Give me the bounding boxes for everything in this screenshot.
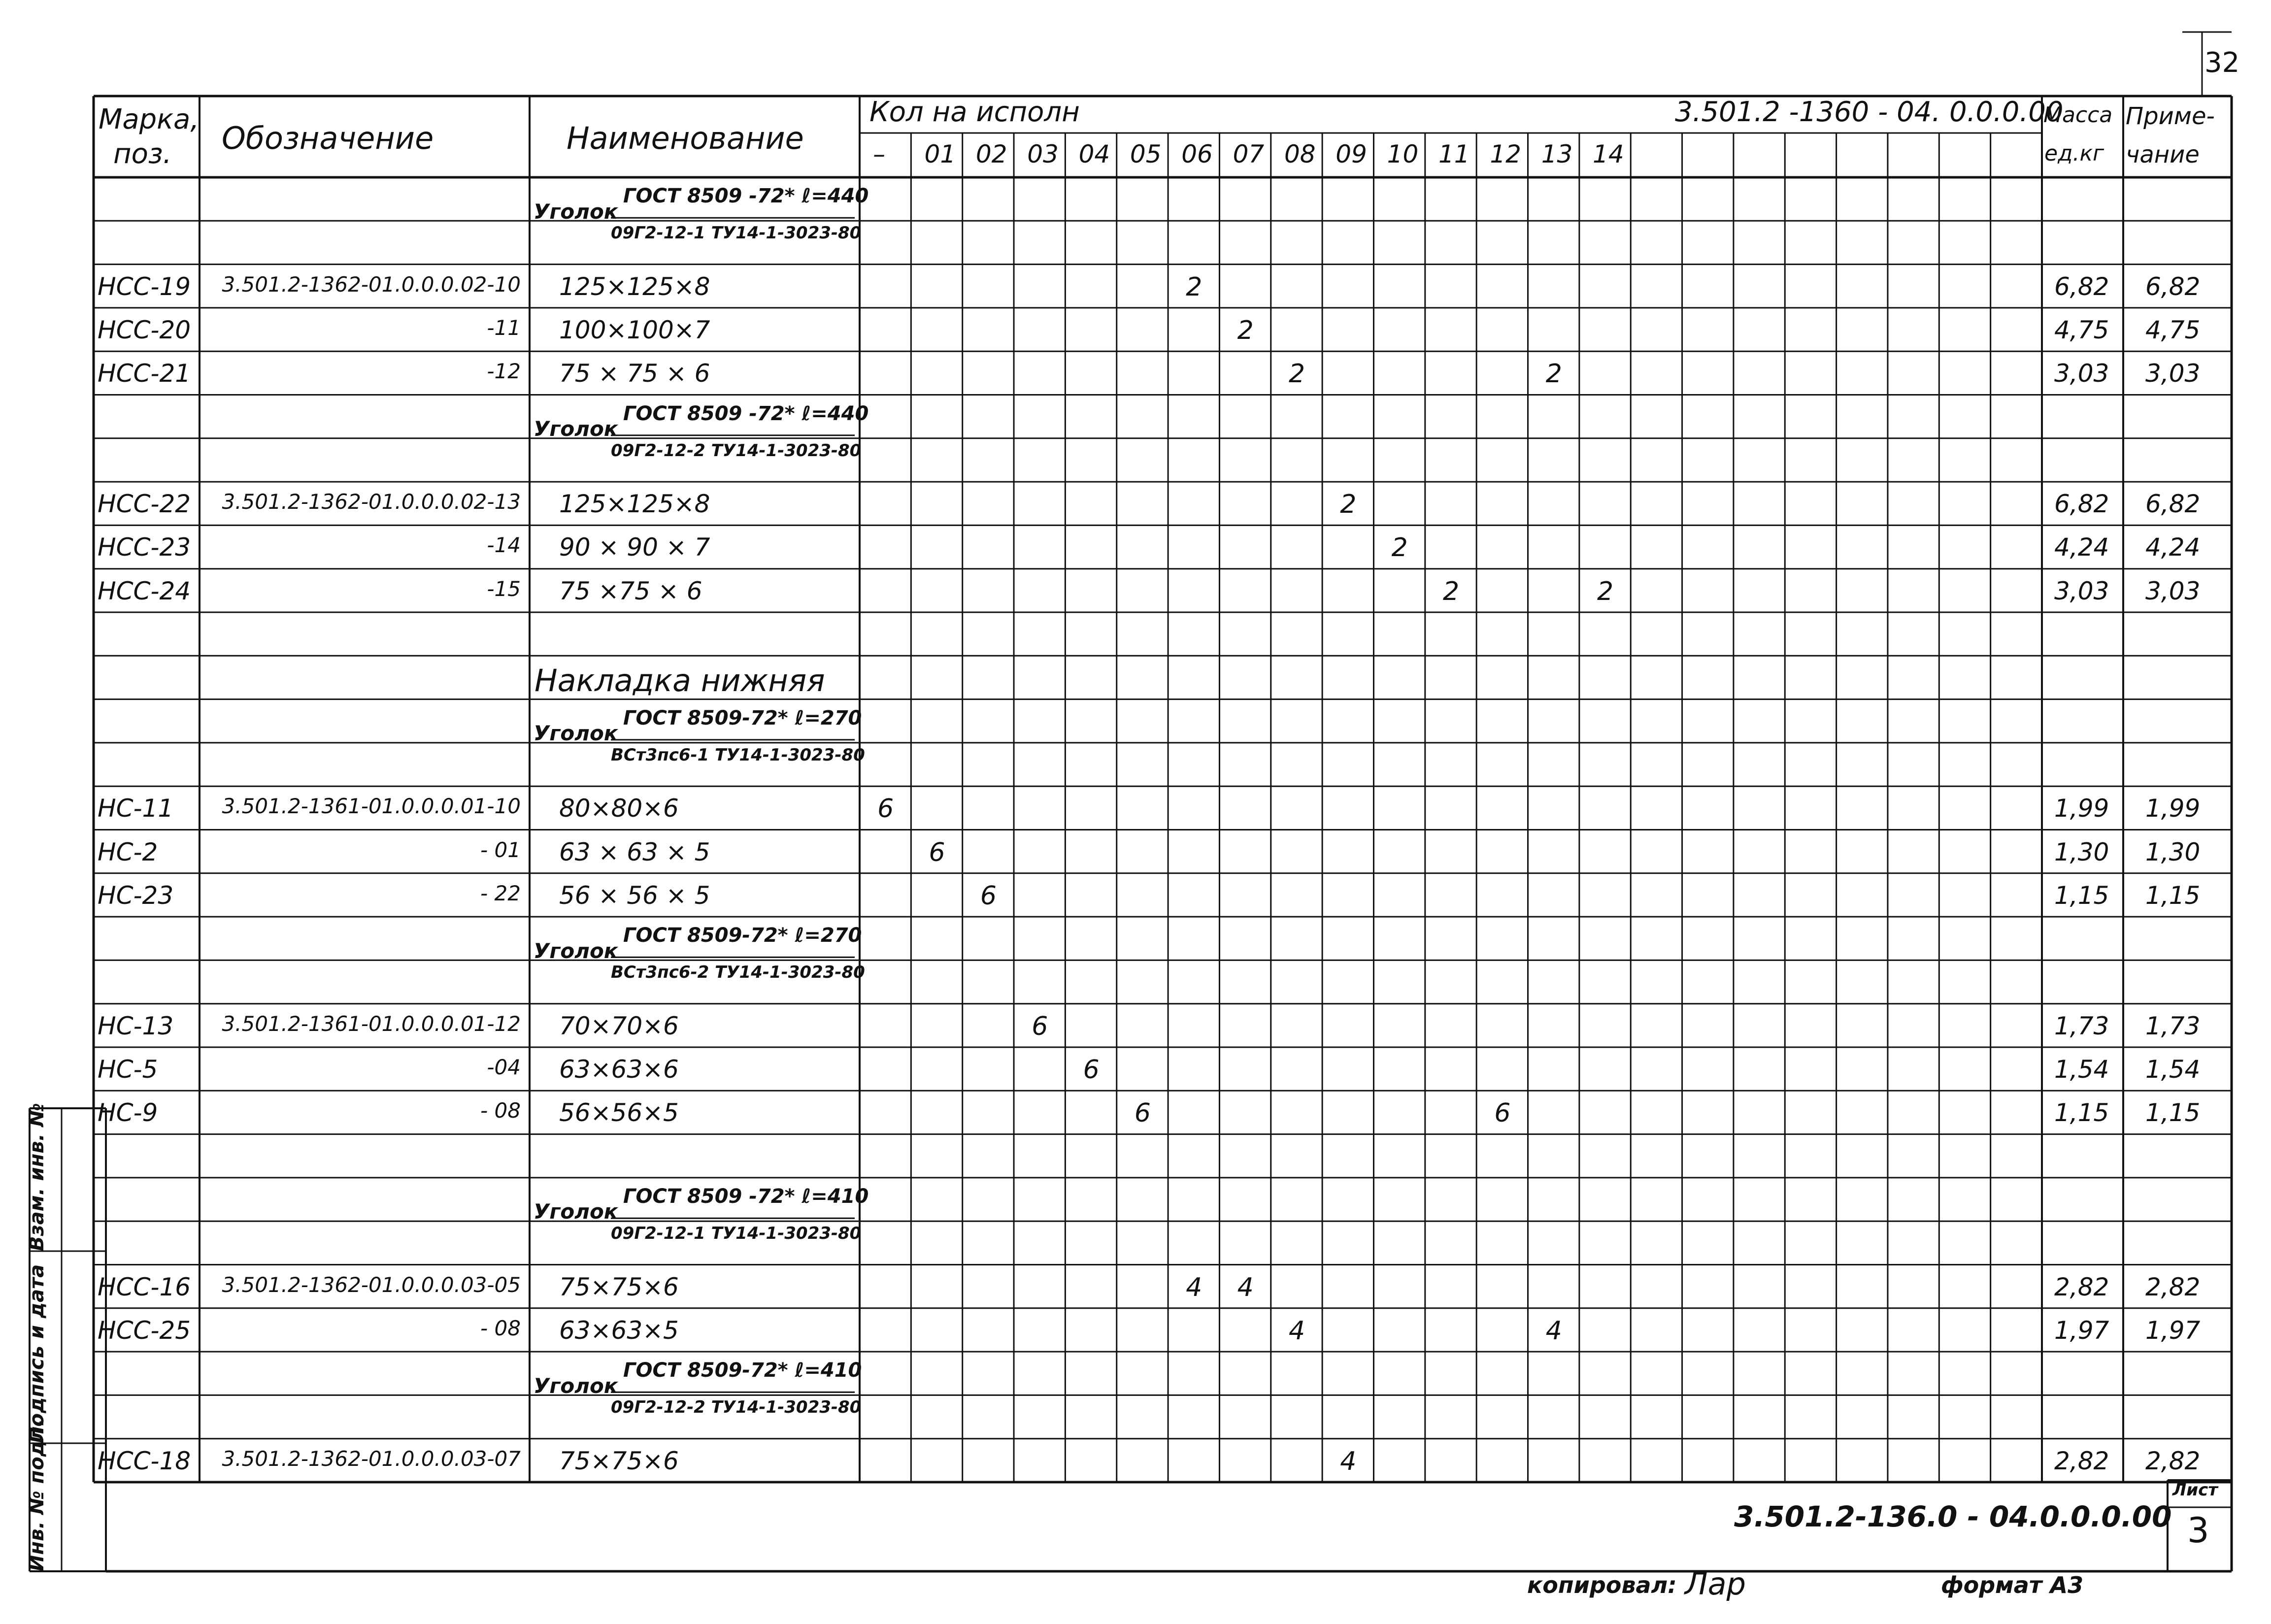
row-designation: -04 [487,1055,521,1079]
header-kol-na-ispoln: Кол на исполн [869,96,1080,128]
row-note: 6,82 [2145,490,2201,519]
row-mark: НС-11 [98,794,174,823]
spec-standard: ГОСТ 8509 -72* ℓ=440 [623,402,869,425]
spec-type: Уголок [534,1199,618,1224]
row-mass: 6,82 [2054,490,2109,519]
row-designation: 3.501.2-1362-01.0.0.0.02-10 [222,272,521,297]
spec-type: Уголок [534,721,618,746]
spec-type: Уголок [534,199,618,224]
row-mass: 4,75 [2054,315,2109,344]
row-mass: 2,82 [2054,1272,2109,1301]
qty-cell: 6 [929,837,945,867]
header-prime: Приме- [2126,102,2215,130]
row-designation: -12 [487,359,521,384]
row-mark: НСС-18 [98,1446,191,1475]
row-note: 4,24 [2145,533,2201,562]
row-name: 63 × 63 × 5 [559,837,710,866]
qty-cell: 6 [980,881,997,911]
spec-standard: ГОСТ 8509-72* ℓ=410 [623,1359,862,1382]
spec-standard: ГОСТ 8509-72* ℓ=270 [623,924,862,947]
row-mark: НСС-20 [98,315,191,344]
spec-grade: 09Г2-12-1 ТУ14-1-3023-80 [611,1224,862,1244]
stamp-inv-podl: Инв. № подл. [26,1419,48,1571]
row-mark: НС-23 [98,881,174,910]
row-mass: 3,03 [2054,359,2109,388]
stamp-podp-data: Подпись и дата [26,1264,48,1443]
row-mass: 1,15 [2054,1098,2109,1127]
row-designation: -14 [487,533,521,558]
variant-label-08: 08 [1284,140,1316,168]
qty-cell: 2 [1288,359,1305,389]
variant-label-04: 04 [1078,140,1110,168]
variant-label-05: 05 [1130,140,1162,168]
row-name: Накладка нижняя [534,663,825,699]
spec-type: Уголок [534,417,618,441]
row-mark: НС-13 [98,1011,174,1040]
row-note: 2,82 [2145,1272,2201,1301]
variant-label-11: 11 [1438,140,1470,168]
row-designation: - 08 [480,1316,521,1340]
row-name: 75×75×6 [559,1446,679,1475]
qty-cell: 2 [1443,576,1460,606]
qty-cell: 4 [1545,1316,1562,1346]
qty-cell: 4 [1340,1446,1357,1476]
variant-label-09: 09 [1336,140,1367,168]
row-mark: НСС-25 [98,1316,191,1345]
qty-cell: 4 [1186,1272,1202,1302]
row-mark: НС-2 [98,837,158,866]
variant-label-06: 06 [1181,140,1213,168]
row-designation: 3.501.2-1361-01.0.0.0.01-10 [222,794,521,819]
row-note: 1,15 [2145,881,2201,910]
qty-cell: 2 [1545,359,1562,389]
copied-label: копировал: [1527,1572,1677,1598]
variant-label-07: 07 [1233,140,1265,168]
qty-cell: 2 [1391,533,1408,563]
row-note: 2,82 [2145,1446,2201,1475]
qty-cell: 4 [1237,1272,1254,1302]
row-mark: НС-9 [98,1098,158,1127]
header-chanie: чание [2126,141,2200,168]
copied-signature: Лар [1685,1566,1746,1602]
row-mass: 1,97 [2054,1316,2109,1345]
spec-standard: ГОСТ 8509-72* ℓ=270 [623,706,862,729]
header-ed-kg: ед.кг [2044,141,2104,166]
row-designation: - 01 [480,837,521,862]
footer-list-number: 3 [2187,1510,2209,1551]
row-designation: - 08 [480,1098,521,1123]
qty-cell: 6 [1134,1098,1151,1128]
spec-standard: ГОСТ 8509 -72* ℓ=410 [623,1185,869,1208]
qty-cell: 2 [1237,315,1254,345]
row-name: 63×63×5 [559,1316,679,1345]
spec-standard: ГОСТ 8509 -72* ℓ=440 [623,185,869,207]
qty-cell: 2 [1186,272,1202,302]
variant-label-13: 13 [1541,140,1573,168]
variant-label-01: 01 [924,140,956,168]
variant-label-10: 10 [1387,140,1419,168]
qty-cell: 6 [1032,1011,1048,1041]
row-designation: 3.501.2-1362-01.0.0.0.02-13 [222,490,521,514]
variant-label-14: 14 [1593,140,1624,168]
row-designation: -11 [487,315,521,340]
row-note: 1,15 [2145,1098,2201,1127]
row-mass: 1,15 [2054,881,2109,910]
variant-label-12: 12 [1490,140,1521,168]
row-note: 1,30 [2145,837,2201,866]
row-note: 3,03 [2145,359,2201,388]
row-note: 1,99 [2145,794,2201,823]
header-doc-code: 3.501.2 -1360 - 04. 0.0.0.00 [1675,96,2064,128]
row-name: 75 × 75 × 6 [559,359,710,388]
row-mark: НСС-23 [98,533,191,562]
spec-grade: 09Г2-12-2 ТУ14-1-3023-80 [611,440,862,461]
row-designation: 3.501.2-1362-01.0.0.0.03-05 [222,1272,521,1297]
row-mass: 1,99 [2054,794,2109,823]
row-mark: НСС-21 [98,359,191,388]
header-massa: Масса [2043,102,2113,128]
variant-label-03: 03 [1027,140,1059,168]
spec-grade: 09Г2-12-1 ТУ14-1-3023-80 [611,223,862,243]
row-mark: НСС-22 [98,490,191,519]
row-note: 6,82 [2145,272,2201,301]
footer-doc-code: 3.501.2-136.0 - 04.0.0.0.00 [1734,1500,2172,1533]
row-name: 75×75×6 [559,1272,679,1301]
row-mark: НС-5 [98,1055,158,1084]
qty-cell: 6 [1494,1098,1511,1128]
row-name: 125×125×8 [559,490,710,519]
row-mass: 6,82 [2054,272,2109,301]
row-mass: 2,82 [2054,1446,2109,1475]
header-poz: поз. [113,138,172,170]
format-label: формат А3 [1941,1572,2084,1598]
qty-cell: 6 [1083,1055,1100,1085]
header-naimenovanie: Наименование [567,120,804,156]
row-designation: 3.501.2-1362-01.0.0.0.03-07 [222,1446,521,1471]
row-mass: 3,03 [2054,576,2109,605]
qty-cell: 2 [1340,490,1357,520]
row-name: 63×63×6 [559,1055,679,1084]
row-name: 56 × 56 × 5 [559,881,710,910]
spec-type: Уголок [534,938,618,963]
row-mark: НСС-16 [98,1272,191,1301]
row-designation: -15 [487,576,521,601]
qty-cell: 2 [1597,576,1614,606]
row-mass: 1,73 [2054,1011,2109,1040]
row-mass: 1,54 [2054,1055,2109,1084]
spec-type: Уголок [534,1373,618,1398]
row-mass: 4,24 [2054,533,2109,562]
row-note: 3,03 [2145,576,2201,605]
row-note: 1,54 [2145,1055,2201,1084]
spec-grade: ВСт3пс6-1 ТУ14-1-3023-80 [611,745,865,765]
spec-grade: 09Г2-12-2 ТУ14-1-3023-80 [611,1397,862,1418]
header-oboznachenie: Обозначение [222,120,434,156]
row-name: 90 × 90 × 7 [559,533,710,562]
stamp-vzam-inv: Взам. инв. № [26,1103,48,1251]
row-name: 100×100×7 [559,315,710,344]
row-note: 4,75 [2145,315,2201,344]
footer-list-label: Лист [2172,1480,2218,1500]
row-name: 75 ×75 × 6 [559,576,702,605]
row-name: 125×125×8 [559,272,710,301]
row-name: 80×80×6 [559,794,679,823]
row-mark: НСС-24 [98,576,191,605]
row-name: 70×70×6 [559,1011,679,1040]
row-designation: - 22 [480,881,521,905]
row-mass: 1,30 [2054,837,2109,866]
row-note: 1,97 [2145,1316,2201,1345]
page-number: 32 [2204,47,2240,79]
variant-label-02: 02 [975,140,1007,168]
row-designation: 3.501.2-1361-01.0.0.0.01-12 [222,1011,521,1036]
variant-label-base: – [873,140,886,168]
row-note: 1,73 [2145,1011,2201,1040]
header-marka: Марка, [99,103,200,135]
row-name: 56×56×5 [559,1098,679,1127]
spec-grade: ВСт3пс6-2 ТУ14-1-3023-80 [611,962,865,983]
qty-cell: 6 [877,794,894,824]
qty-cell: 4 [1288,1316,1305,1346]
row-mark: НСС-19 [98,272,191,301]
